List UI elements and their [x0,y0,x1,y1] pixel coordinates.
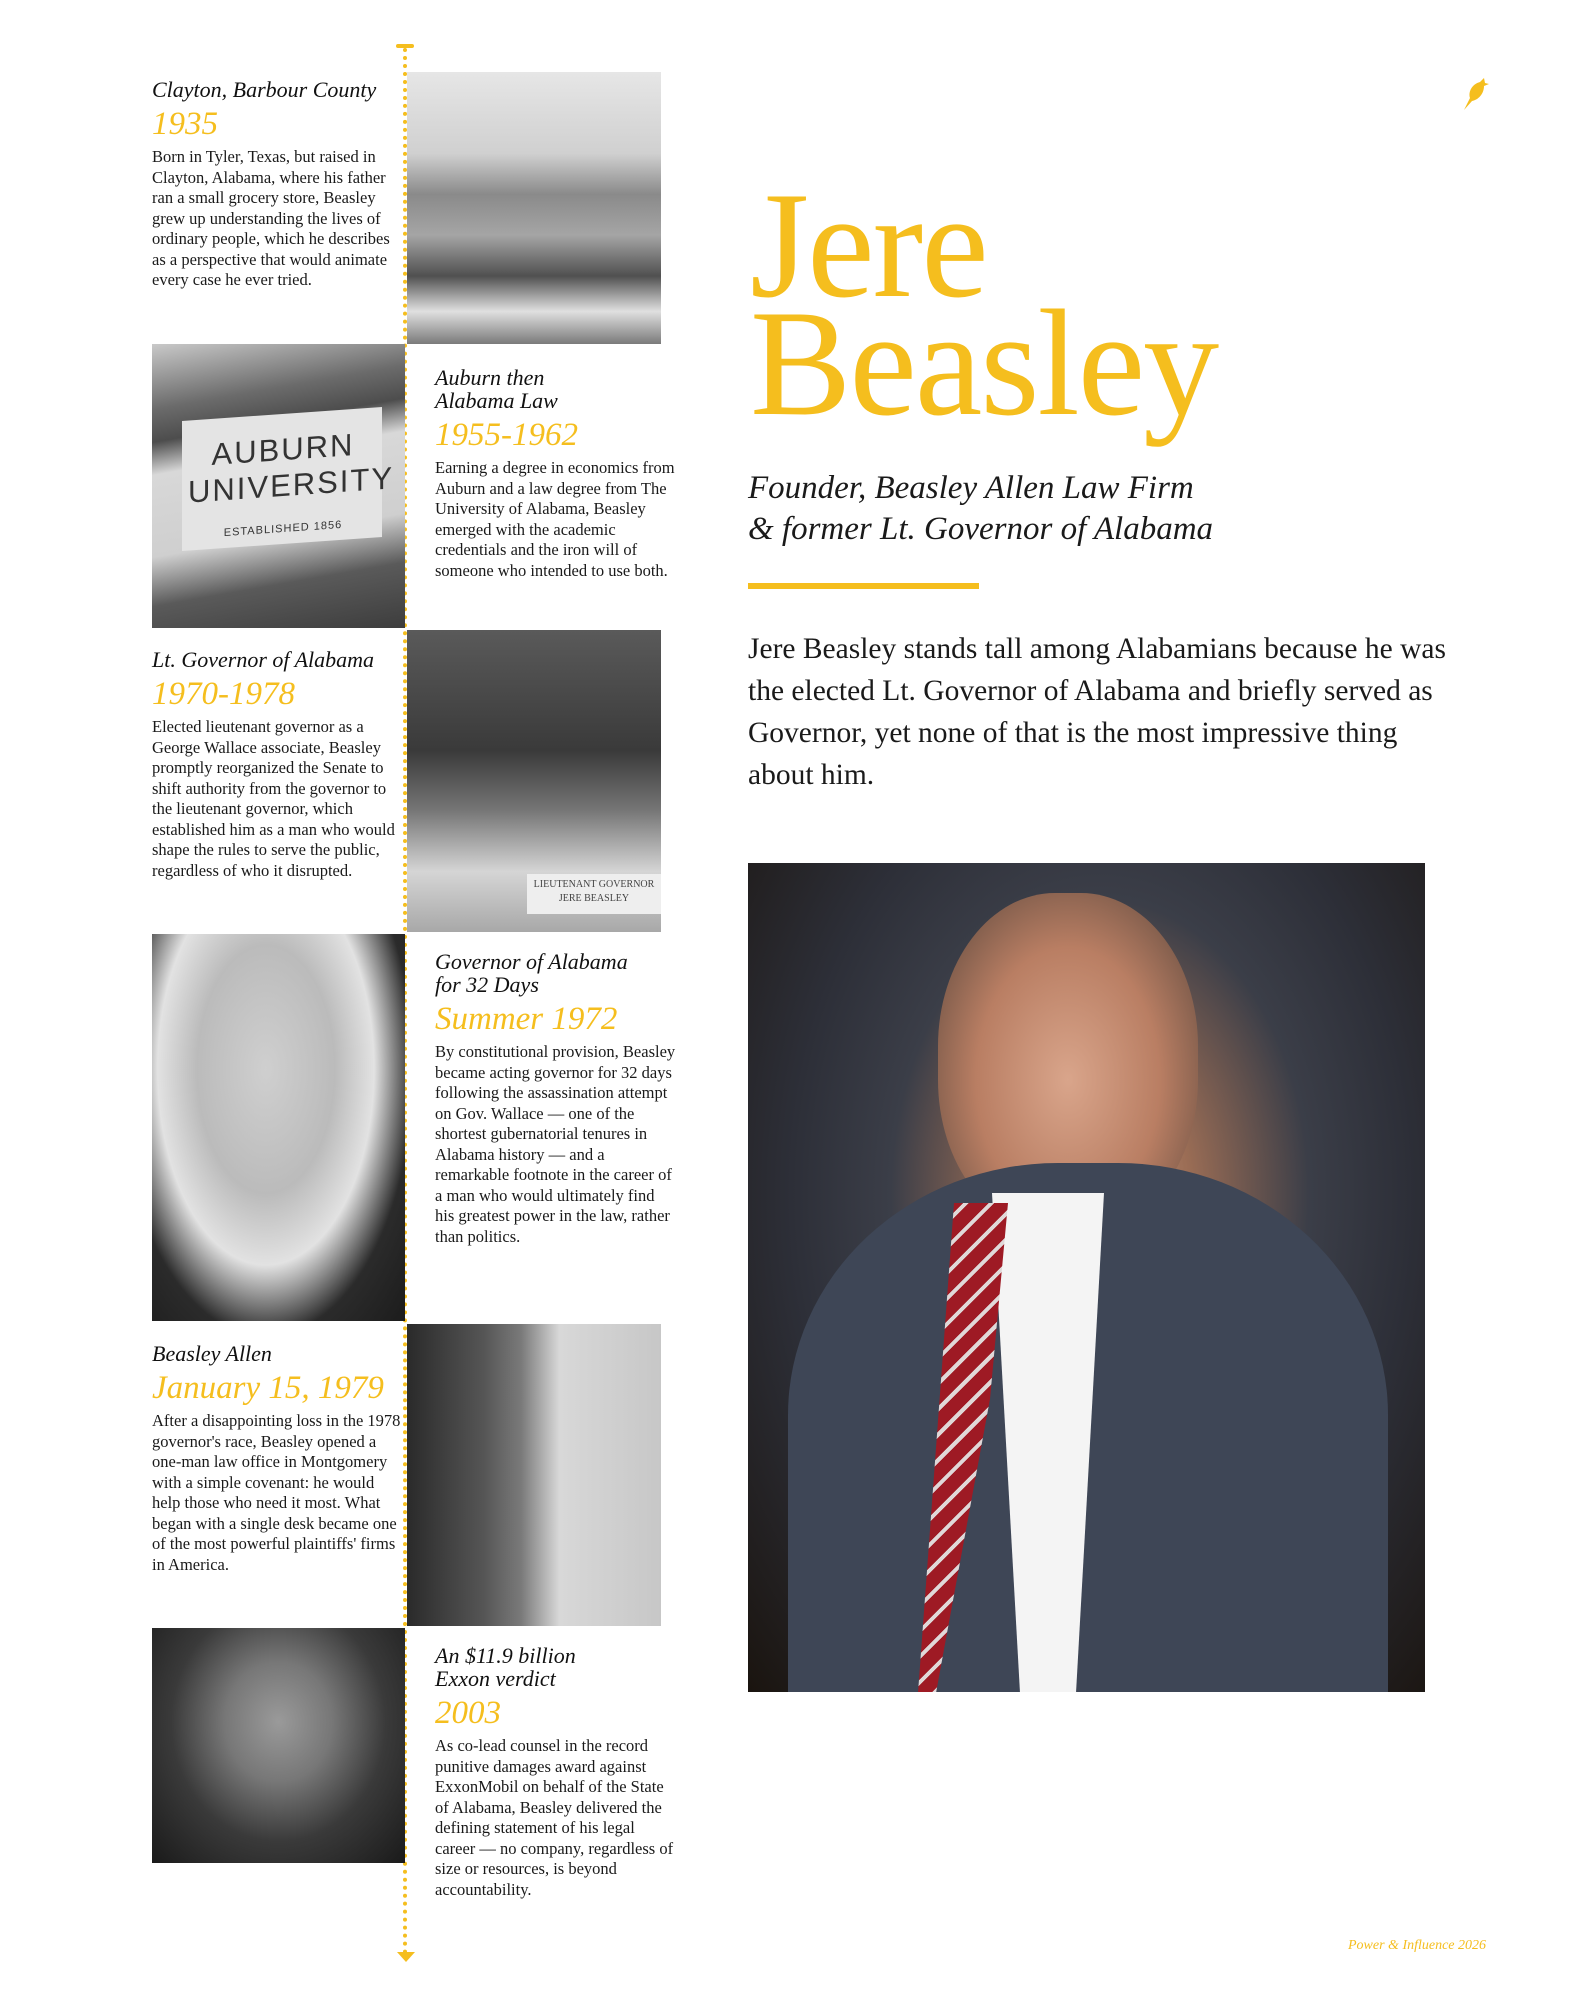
timeline-entry-2003 [435,1644,677,1900]
entry-heading: Lt. Governor of Alabama [152,647,375,672]
entry-year: Summer 1972 [435,1001,618,1037]
entry-year: 2003 [435,1695,501,1731]
person-subtitle [748,468,1448,550]
name-last: Beasley [750,279,1218,447]
name-first: Jere [750,161,987,329]
entry-heading: Clayton, Barbour County [152,77,377,102]
entry-body: Born in Tyler, Texas, but raised in Clayton, Alabama, where his father ran a small grocery store, Beasley grew up understanding the lives of ordinary people, which he describes as a perspective that would animate every case he ever tried. [152,147,390,289]
photo-main-portrait [748,863,1425,1692]
accent-divider [748,583,979,589]
photo-auburn-sign: AUBURN UNIVERSITY ESTABLISHED 1856 [152,344,405,628]
subtitle-line: & former Lt. Governor of Alabama [748,511,1214,547]
entry-year: 1955-1962 [435,417,578,453]
timeline-entry-1935 [152,78,402,291]
timeline-entry-1970 [152,648,402,881]
timeline-arrow-icon [397,1952,415,1962]
entry-body: Earning a degree in economics from Auburn and a law degree from The University of Alabama, Beasley emerged with the academic credentials and the iron will of someone who intended to use both. [435,458,675,580]
timeline-entry-1979 [152,1342,402,1575]
photo-clayton-house [407,72,661,344]
photo-podium [407,1324,661,1626]
photo-young-portrait [152,934,405,1321]
entry-heading: Governor of Alabama for 32 Days [435,949,628,997]
entry-body: After a disappointing loss in the 1978 governor's race, Beasley opened a one-man law office in Montgomery with a simple covenant: he would help those who need it most. What began with a single desk became one of the most powerful plaintiffs' firms in America. [152,1411,401,1574]
entry-body: By constitutional provision, Beasley became acting governor for 32 days following the assassination attempt on Gov. Wallace — one of the shortest gubernatorial tenures in Alabama history — and a remarkable footnote in the career of a man who would ultimately find his greatest power in the law, rather than politics. [435,1042,676,1246]
photo-older-portrait [152,1628,405,1863]
entry-year: January 15, 1979 [152,1370,384,1406]
entry-year: 1935 [152,106,218,142]
entry-body: Elected lieutenant governor as a George Wallace associate, Beasley promptly reorganized the Senate to shift authority from the governor to the lieutenant governor, which established him as a man who would shape the rules to serve the public, regardless of who it disrupted. [152,717,395,880]
entry-heading: Auburn then Alabama Law [435,365,558,413]
timeline-entry-1955 [435,366,675,581]
bird-logo-icon [1460,76,1490,112]
entry-body: As co-lead counsel in the record punitive damages award against ExxonMobil on behalf of the State of Alabama, Beasley delivered the defining statement of his legal career — no company, regardless of size or resources, is beyond accountability. [435,1736,674,1899]
timeline-entry-1972 [435,950,677,1247]
subtitle-line: Founder, Beasley Allen Law Firm [748,470,1194,506]
footer-publication: Power & Influence 2026 [1348,1938,1487,1953]
photo-lt-governor-office: LIEUTENANT GOVERNOR JERE BEASLEY [407,630,661,932]
intro-paragraph: Jere Beasley stands tall among Alabamians because he was the elected Lt. Governor of Alabama and briefly served as Governor, yet none of that is the most impressive thing about him. [748,633,1446,791]
entry-year: 1970-1978 [152,676,295,712]
entry-heading: An $11.9 billion Exxon verdict [435,1643,576,1691]
person-name [750,161,1218,447]
entry-heading: Beasley Allen [152,1341,272,1366]
